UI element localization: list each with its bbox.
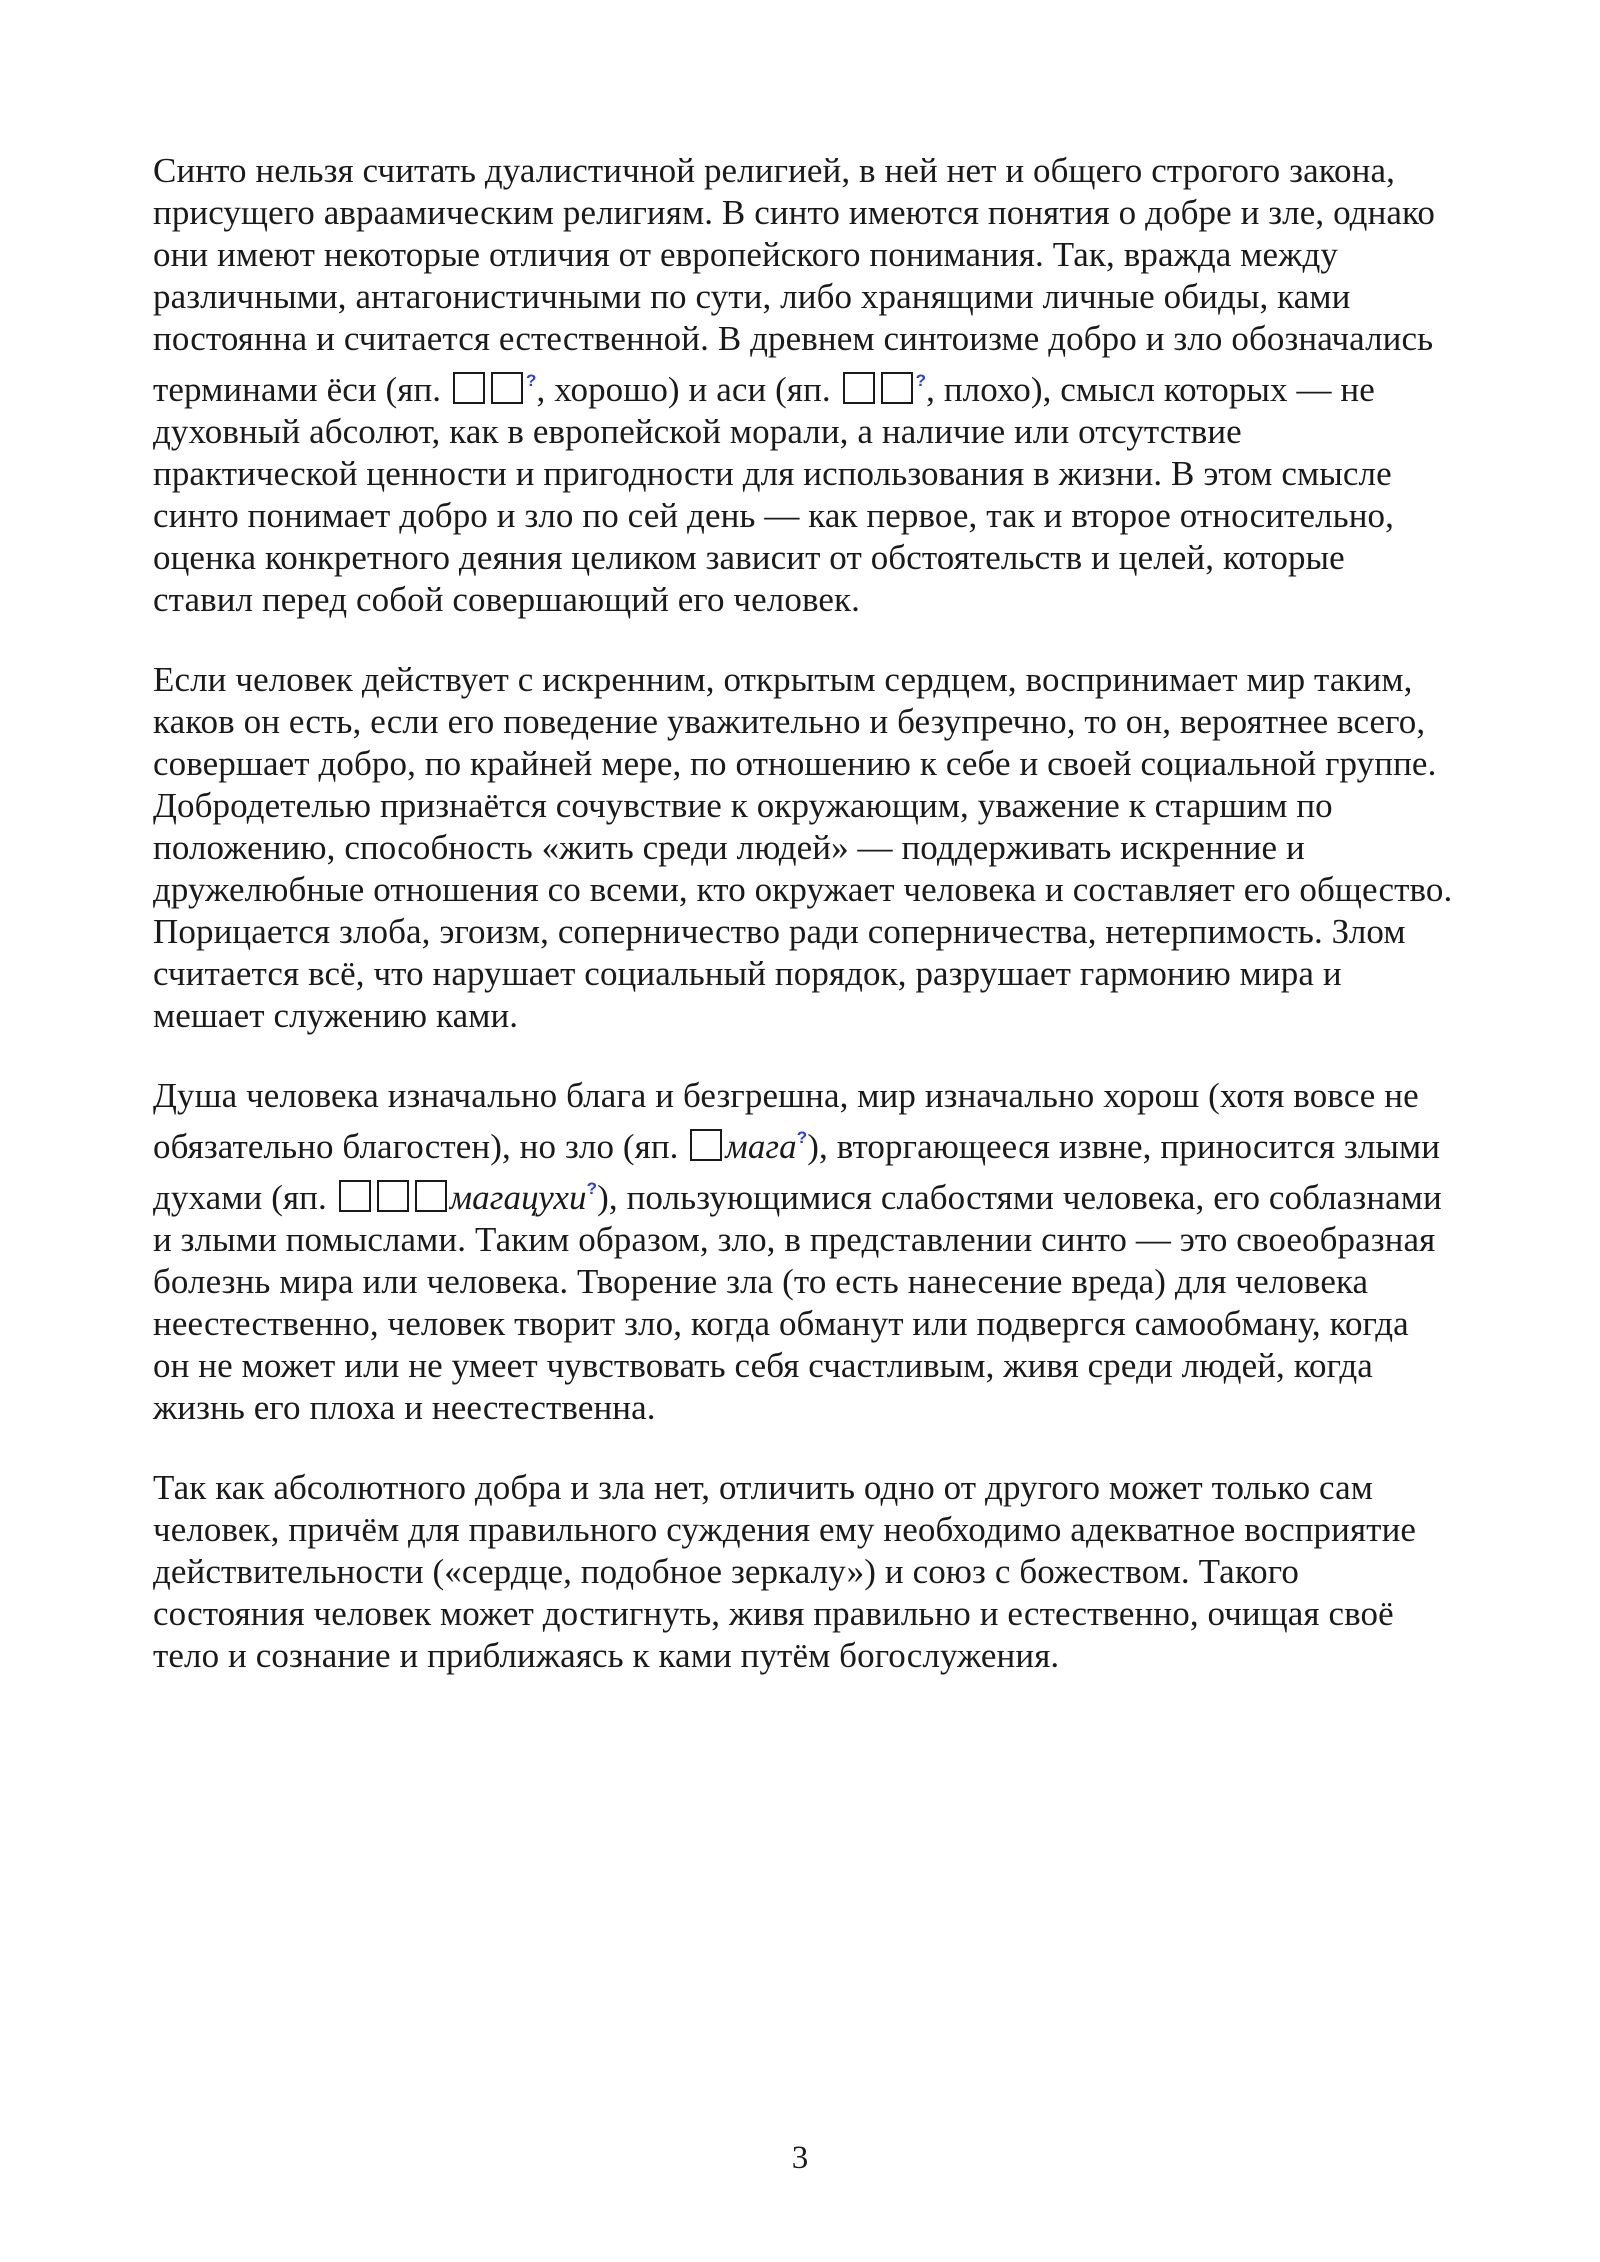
paragraph-3 bbox=[153, 1075, 1453, 1429]
cjk-glyph-placeholder bbox=[453, 372, 485, 404]
pronunciation-help-link[interactable]: ? bbox=[586, 1179, 598, 1198]
term-maga: мага bbox=[725, 1127, 797, 1166]
term-magatsuhi: магацухи bbox=[449, 1178, 587, 1217]
pronunciation-help-link[interactable]: ? bbox=[796, 1128, 808, 1147]
cjk-glyph-placeholder bbox=[843, 372, 875, 404]
paragraph-1 bbox=[153, 150, 1453, 621]
paragraph-3-text-c: ), пользующимися слабостями человека, его соблазнами и злыми помыслами. Таким образом, зло, в представлении синто — это своеобразная болезнь мира или человека. Творение зла (то есть нанесение вреда) для человека неестественно, человек творит зло, когда обманут или подвергся самообману, когда он не может или не умеет чувствовать себя счастливым, живя среди людей, когда жизнь его плоха и неестественна. bbox=[153, 1178, 1442, 1427]
cjk-glyph-placeholder bbox=[339, 1180, 371, 1212]
paragraph-1-text-b: , хорошо) и аси (яп. bbox=[536, 370, 840, 409]
paragraph-1-text-c: , плохо), смысл которых — не духовный абсолют, как в европейской морали, а наличие или отсутствие практической ценности и пригодности для использования в жизни. В этом смысле синто понимает добро и зло по сей день — как первое, так и второе относительно, оценка конкретного деяния целиком зависит от обстоятельств и целей, которые ставил перед собой совершающий его человек. bbox=[153, 370, 1394, 619]
pronunciation-help-link[interactable]: ? bbox=[526, 371, 537, 390]
paragraph-2: Если человек действует с искренним, открытым сердцем, воспринимает мир таким, каков он есть, если его поведение уважительно и безупречно, то он, вероятнее всего, совершает добро, по крайней мере, по отношению к себе и своей социальной группе. Добродетелью признаётся сочувствие к окружающим, уважение к старшим по положению, способность «жить среди людей» — поддерживать искренние и дружелюбные отношения со всеми, кто окружает человека и составляет его общество. Порицается злоба, эгоизм, соперничество ради соперничества, нетерпимость. Злом считается всё, что нарушает социальный порядок, разрушает гармонию мира и мешает служению ками. bbox=[153, 660, 1453, 1035]
paragraph-3-text-a: Душа человека изначально блага и безгрешна, мир изначально хорош (хотя вовсе не обязательно благостен), но зло (яп. bbox=[153, 1076, 1419, 1166]
paragraph-3-text-b: ), вторгающееся извне, приносится злыми духами (яп. bbox=[153, 1127, 1441, 1217]
page-number: 3 bbox=[791, 2140, 809, 2176]
paragraph-1-text-a: Синто нельзя считать дуалистичной религией, в ней нет и общего строгого закона, присущего авраамическим религиям. В синто имеются понятия о добре и зле, однако они имеют некоторые отличия от европейского понимания. Так, вражда между различными, антагонистичными по сути, либо хранящими личные обиды, ками постоянна и считается естественной. В древнем синтоизме добро и зло обозначались терминами ёси (яп. bbox=[153, 151, 1435, 409]
paragraph-4: Так как абсолютного добра и зла нет, отличить одно от другого может только сам человек, причём для правильного суждения ему необходимо адекватное восприятие действительности («сердце, подобное зеркалу») и союз с божеством. Такого состояния человек может достигнуть, живя правильно и естественно, очищая своё тело и сознание и приближаясь к ками путём богослужения. bbox=[153, 1468, 1417, 1675]
cjk-glyph-placeholder bbox=[377, 1180, 409, 1212]
cjk-glyph-placeholder bbox=[690, 1129, 722, 1161]
document-body bbox=[153, 150, 1453, 1715]
cjk-glyph-placeholder bbox=[415, 1180, 447, 1212]
cjk-glyph-placeholder bbox=[881, 372, 913, 404]
cjk-glyph-placeholder bbox=[491, 372, 523, 404]
pronunciation-help-link[interactable]: ? bbox=[915, 371, 927, 390]
